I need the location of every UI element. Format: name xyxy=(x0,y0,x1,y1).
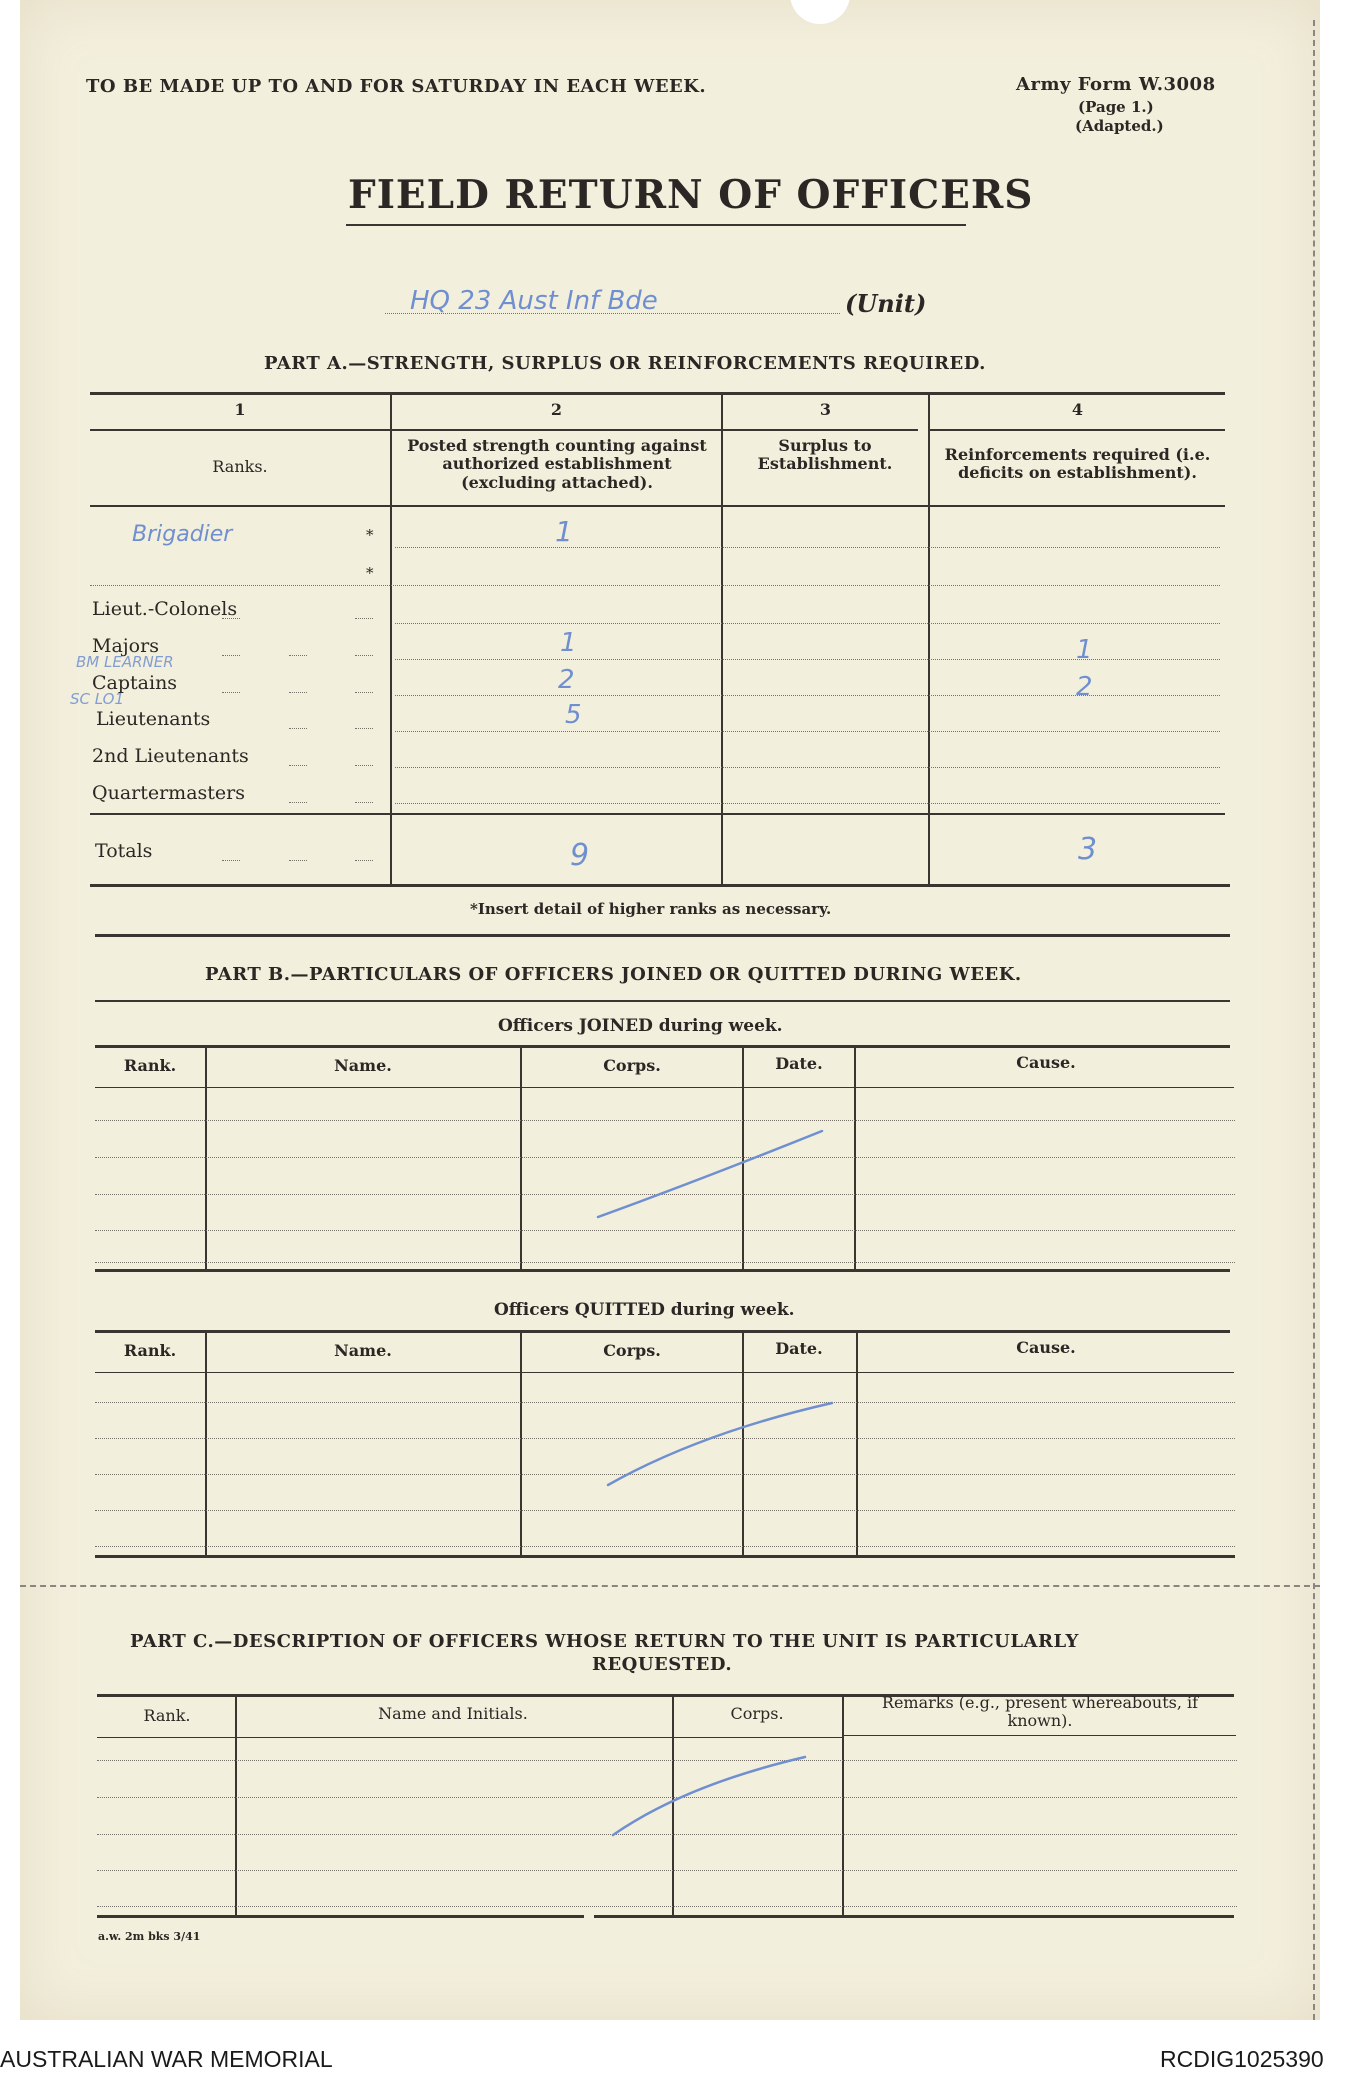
print-code: a.w. 2m bks 3/41 xyxy=(98,1930,201,1943)
header-reinforcements: Reinforcements required (i.e. deficits on establishment). xyxy=(944,445,1211,483)
posted-brigadier: 1 xyxy=(555,515,573,548)
quitted-col-name: Name. xyxy=(334,1341,392,1360)
rank-lieut-colonels: Lieut.-Colonels xyxy=(92,598,238,620)
leader-dots xyxy=(289,655,307,656)
unit-handwritten: HQ 23 Aust Inf Bde xyxy=(410,286,658,316)
row-line xyxy=(395,767,1220,768)
quitted-col-cause: Cause. xyxy=(1016,1338,1076,1357)
leader-dots xyxy=(355,655,373,656)
posted-total: 9 xyxy=(570,838,590,873)
joined-col-name: Name. xyxy=(334,1056,392,1075)
header-posted-strength: Posted strength counting against authorized establishment (excluding attached). xyxy=(407,436,707,492)
header-underline xyxy=(95,1087,205,1088)
row-line xyxy=(95,1230,1235,1231)
header-underline xyxy=(207,1087,520,1088)
quitted-title: Officers QUITTED during week. xyxy=(494,1300,795,1320)
joined-divider-1 xyxy=(205,1047,207,1269)
leader-dots xyxy=(222,692,240,693)
part-c-heading-line1: PART C.—DESCRIPTION OF OFFICERS WHOSE RETURN TO THE UNIT IS PARTICULARLY xyxy=(130,1631,1079,1652)
row-line xyxy=(395,547,1220,548)
joined-divider-4 xyxy=(854,1047,856,1269)
row-2-star: * xyxy=(366,564,374,582)
header-underline xyxy=(237,1737,672,1738)
joined-col-corps: Corps. xyxy=(603,1056,661,1075)
header-underline xyxy=(97,1737,235,1738)
totals-label: Totals xyxy=(95,840,153,862)
col-number-2: 2 xyxy=(550,400,563,419)
quitted-col-corps: Corps. xyxy=(603,1341,661,1360)
part-b-top-rule xyxy=(95,934,1230,937)
posted-captains: 2 xyxy=(558,665,575,695)
leader-dots xyxy=(222,860,240,861)
header-underline xyxy=(744,1372,856,1373)
leader-dots xyxy=(222,655,240,656)
reinf-majors: 1 xyxy=(1076,635,1093,665)
row-line xyxy=(395,803,1220,804)
joined-top-rule xyxy=(95,1045,1230,1048)
posted-majors: 1 xyxy=(560,628,577,658)
quitted-divider-2 xyxy=(520,1332,522,1557)
unit-label: (Unit) xyxy=(845,289,927,318)
part-b-heading-rule xyxy=(95,1000,1230,1002)
col-number-4: 4 xyxy=(1071,400,1084,419)
quitted-strikethrough-mark xyxy=(600,1395,840,1495)
leader-dots xyxy=(355,692,373,693)
header-underline xyxy=(844,1735,1236,1736)
part-c-divider-1 xyxy=(235,1697,237,1917)
row-line xyxy=(395,695,1220,696)
part-a-top-rule xyxy=(90,392,1225,395)
totals-top-rule xyxy=(90,813,1225,815)
row-line xyxy=(97,1906,1237,1907)
part-b-heading: PART B.—PARTICULARS OF OFFICERS JOINED OR QUITTED DURING WEEK. xyxy=(205,964,1022,985)
num-rule-2 xyxy=(392,429,721,431)
rank-lieutenants: Lieutenants xyxy=(96,708,211,730)
joined-col-rank: Rank. xyxy=(123,1056,177,1075)
leader-dots xyxy=(289,728,307,729)
leader-dots xyxy=(355,765,373,766)
part-c-col-name: Name and Initials. xyxy=(378,1704,528,1723)
part-a-bottom-rule xyxy=(90,884,1230,887)
header-underline xyxy=(522,1372,742,1373)
title-underline xyxy=(346,224,966,226)
leader-dots xyxy=(355,728,373,729)
num-rule-1 xyxy=(90,429,390,431)
footer-record-id: RCDIG1025390 xyxy=(1160,2046,1324,2072)
quitted-divider-1 xyxy=(205,1332,207,1557)
quitted-col-rank: Rank. xyxy=(123,1341,177,1360)
joined-col-cause: Cause. xyxy=(1016,1053,1076,1072)
rank-quartermasters: Quartermasters xyxy=(92,782,245,804)
part-c-col-corps: Corps. xyxy=(730,1704,784,1723)
header-underline xyxy=(856,1087,1234,1088)
row-line xyxy=(395,731,1220,732)
margin-note-bm: BM LEARNER xyxy=(76,653,174,671)
row-line xyxy=(95,1120,1235,1121)
part-c-bottom-rule-left xyxy=(97,1915,584,1918)
leader-dots xyxy=(289,802,307,803)
leader-dots xyxy=(355,618,373,619)
perforation-horizontal xyxy=(20,1585,1320,1587)
header-ranks: Ranks. xyxy=(212,457,268,476)
margin-note-sc: SC LO1 xyxy=(70,690,125,708)
col-number-3: 3 xyxy=(819,400,832,419)
part-a-footnote: *Insert detail of higher ranks as necessary. xyxy=(470,900,832,918)
row-line xyxy=(395,659,1220,660)
rank-2nd-lieutenants: 2nd Lieutenants xyxy=(92,745,249,767)
joined-divider-2 xyxy=(520,1047,522,1269)
form-number: Army Form W.3008 xyxy=(1016,74,1216,95)
form-adapted: (Adapted.) xyxy=(1075,117,1164,135)
row-line xyxy=(395,623,1220,624)
header-underline xyxy=(858,1372,1234,1373)
header-bottom-rule xyxy=(90,505,1225,507)
header-surplus: Surplus to Establishment. xyxy=(757,436,893,474)
leader-dots xyxy=(289,765,307,766)
col-number-1: 1 xyxy=(234,400,246,419)
quitted-bottom-rule xyxy=(95,1555,1235,1558)
leader-dots xyxy=(289,692,307,693)
quitted-top-rule xyxy=(95,1330,1230,1333)
joined-bottom-rule xyxy=(95,1269,1230,1272)
part-c-bottom-rule-right xyxy=(594,1915,1234,1918)
quitted-divider-4 xyxy=(856,1332,858,1557)
part-c-col-remarks: Remarks (e.g., present whereabouts, if known). xyxy=(881,1693,1199,1731)
header-underline xyxy=(674,1737,842,1738)
posted-lieutenants: 5 xyxy=(565,700,582,730)
row-line xyxy=(95,1546,1235,1547)
header-underline xyxy=(207,1372,520,1373)
leader-dots xyxy=(355,802,373,803)
part-c-divider-3 xyxy=(842,1697,844,1917)
part-c-strikethrough-mark xyxy=(605,1745,815,1845)
rank-captains: Captains xyxy=(92,672,178,694)
leader-dots xyxy=(222,618,240,619)
reinf-total: 3 xyxy=(1078,832,1098,867)
header-underline xyxy=(744,1087,854,1088)
header-underline xyxy=(522,1087,742,1088)
page-title: FIELD RETURN OF OFFICERS xyxy=(348,172,1034,218)
joined-col-date: Date. xyxy=(775,1054,823,1073)
leader-dots xyxy=(289,860,307,861)
reinf-captains: 2 xyxy=(1076,672,1093,702)
num-rule-3 xyxy=(723,429,918,431)
rank-majors: Majors xyxy=(92,635,159,657)
footer-archive-name: AUSTRALIAN WAR MEMORIAL xyxy=(0,2046,333,2072)
quitted-col-date: Date. xyxy=(775,1339,823,1358)
part-a-heading: PART A.—STRENGTH, SURPLUS OR REINFORCEMENTS REQUIRED. xyxy=(264,353,986,374)
hand-rank-brigadier: Brigadier xyxy=(132,522,233,547)
paper-notch xyxy=(790,0,850,24)
part-c-heading-line2: REQUESTED. xyxy=(592,1654,733,1675)
header-underline xyxy=(95,1372,205,1373)
joined-title: Officers JOINED during week. xyxy=(498,1016,783,1036)
part-c-col-rank: Rank. xyxy=(143,1706,191,1725)
row-line xyxy=(95,1262,1235,1263)
leader-dots xyxy=(355,860,373,861)
row-1-star: * xyxy=(366,526,374,544)
joined-strikethrough-mark xyxy=(590,1125,830,1225)
num-rule-4 xyxy=(930,429,1225,431)
form-page: (Page 1.) xyxy=(1078,98,1154,116)
instruction-text: TO BE MADE UP TO AND FOR SATURDAY IN EACH WEEK. xyxy=(86,76,707,97)
row-line xyxy=(95,1510,1235,1511)
row-line xyxy=(90,585,1220,586)
row-line xyxy=(97,1870,1237,1871)
perforation-vertical xyxy=(1313,20,1315,2020)
